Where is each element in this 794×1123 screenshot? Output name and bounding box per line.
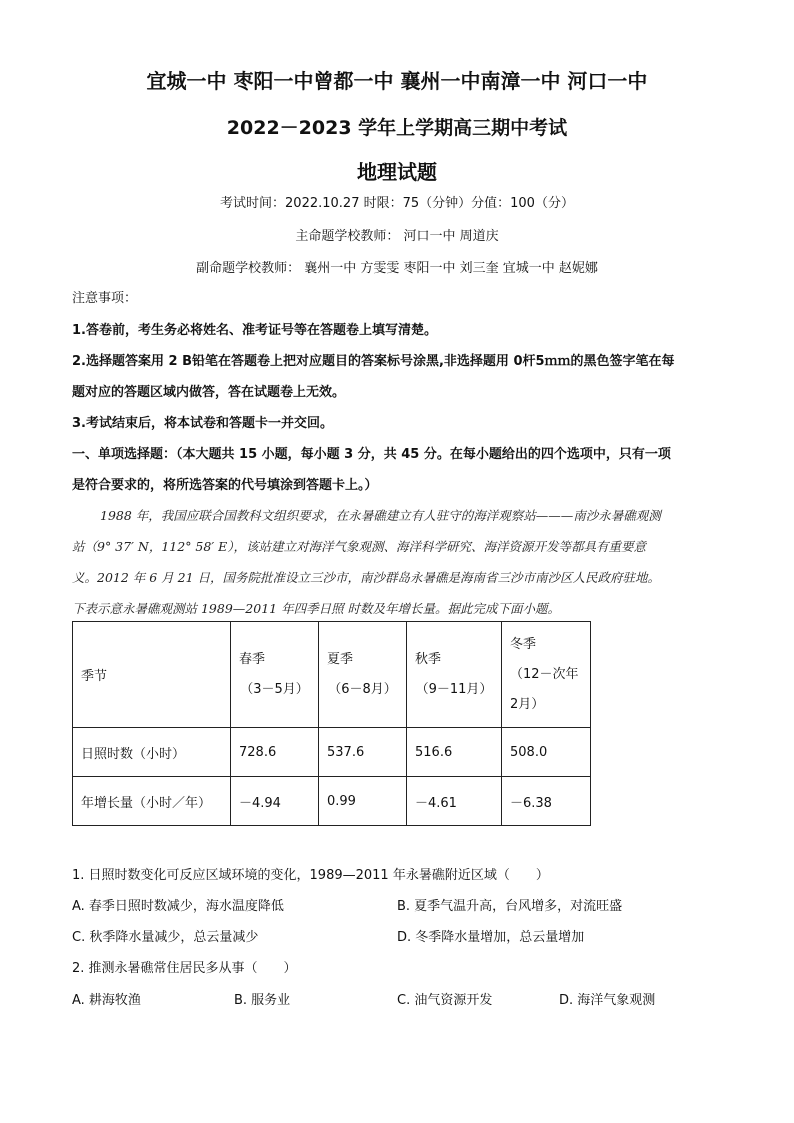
exam-title: 2022－2023 学年上学期高三期中考试 <box>226 117 568 139</box>
passage-line-3: 义。2012 年 6 月 21 日，国务院批准设立三沙市，南沙群岛永暑礁是海南省三沙市南沙区人民政府驻地。 <box>72 570 661 585</box>
table-corner-cell: 季节 <box>73 622 231 728</box>
col-summer-range: （6－8月） <box>328 681 397 697</box>
table-row <box>73 728 591 777</box>
table-header-row <box>73 622 591 728</box>
q2-option-a: A. 耕海牧渔 <box>72 993 141 1008</box>
col-winter-range-b: 2月） <box>510 696 545 712</box>
note-item-2-cont: 题对应的答题区域内做答，答在试题卷上无效。 <box>72 385 346 400</box>
table-cell: 537.6 <box>319 728 407 777</box>
col-winter-range-a: （12－次年 <box>510 666 579 682</box>
table-cell: 508.0 <box>502 728 591 777</box>
q2-option-c: C. 油气资源开发 <box>397 993 493 1008</box>
row-label-sunshine: 日照时数（小时） <box>73 728 231 777</box>
section-heading: 一、单项选择题：（本大题共 15 小题，每小题 3 分，共 45 分。在每小题给出的四个选项中，只有一项 <box>72 447 671 462</box>
q1-option-b: B. 夏季气温升高，台风增多，对流旺盛 <box>397 899 623 914</box>
col-winter-name: 冬季 <box>510 636 537 652</box>
table-cell: 516.6 <box>407 728 502 777</box>
sunshine-table <box>72 621 591 826</box>
passage-line-2: 站（9° 37′ N，112° 58′ E），该站建立对海洋气象观测、海洋科学研究、海洋资源开发等都具有重要意 <box>72 539 647 554</box>
table-col-autumn <box>407 622 502 728</box>
table-row <box>73 777 591 826</box>
q1-option-c: C. 秋季降水量减少，总云量减少 <box>72 930 259 945</box>
note-item-3: 3.考试结束后，将本试卷和答题卡一并交回。 <box>72 416 333 431</box>
table-col-winter <box>502 622 591 728</box>
table-col-spring <box>231 622 319 728</box>
row-label-growth: 年增长量（小时／年） <box>73 777 231 826</box>
table-cell: 728.6 <box>231 728 319 777</box>
table-cell: －6.38 <box>502 777 591 826</box>
exam-time-line: 考试时间：2022.10.27 时限：75（分钟）分值：100（分） <box>220 196 574 211</box>
q1-option-a: A. 春季日照时数减少，海水温度降低 <box>72 899 284 914</box>
table-col-summer <box>319 622 407 728</box>
table-cell: －4.61 <box>407 777 502 826</box>
sub-teacher-line: 副命题学校教师： 襄州一中 方雯雯 枣阳一中 刘三奎 宜城一中 赵妮娜 <box>196 261 598 276</box>
q1-option-d: D. 冬季降水量增加，总云量增加 <box>397 930 585 945</box>
main-teacher-line: 主命题学校教师： 河口一中 周道庆 <box>295 229 499 244</box>
section-heading-cont: 是符合要求的，将所选答案的代号填涂到答题卡上。） <box>72 478 378 493</box>
col-spring-name: 春季 <box>239 651 266 667</box>
note-item-2: 2.选择题答案用 2 B铅笔在答题卷上把对应题目的答案标号涂黑,非选择题用 0杆5ｍｍ的黑色签字笔在每 <box>72 354 675 369</box>
q2-option-d: D. 海洋气象观测 <box>559 993 656 1008</box>
col-autumn-name: 秋季 <box>415 651 442 667</box>
school-names-title: 宜城一中 枣阳一中曾都一中 襄州一中南漳一中 河口一中 <box>146 69 648 93</box>
question-1-stem: 1. 日照时数变化可反应区域环境的变化，1989—2011 年永暑礁附近区域（ ） <box>72 868 549 883</box>
passage-line-4: 下表示意永暑礁观测站 1989—2011 年四季日照 时数及年增长量。据此完成下面小题。 <box>72 601 561 616</box>
question-2-stem: 2. 推测永暑礁常住居民多从事（ ） <box>72 961 297 976</box>
table-cell: －4.94 <box>231 777 319 826</box>
passage-line-1: 1988 年，我国应联合国教科文组织要求，在永暑礁建立有人驻守的海洋观察站———南沙永暑礁观测 <box>100 508 661 523</box>
table-cell: 0.99 <box>319 777 407 826</box>
note-item-1: 1.答卷前，考生务必将姓名、准考证号等在答题卷上填写清楚。 <box>72 323 437 338</box>
col-summer-name: 夏季 <box>327 651 354 667</box>
notes-title: 注意事项： <box>72 291 138 306</box>
col-autumn-range: （9－11月） <box>415 681 493 697</box>
q2-option-b: B. 服务业 <box>234 993 291 1008</box>
subject-title: 地理试题 <box>357 160 437 184</box>
col-spring-range: （3－5月） <box>240 681 309 697</box>
